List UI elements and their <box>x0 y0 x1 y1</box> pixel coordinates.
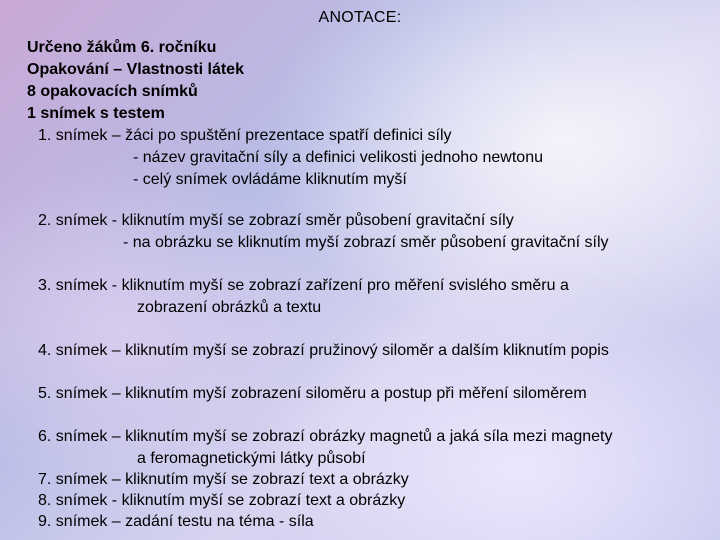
slide-count-line: 8 opakovacích snímků <box>27 83 198 100</box>
slide-6-line-2: a feromagnetickými látky působí <box>137 450 366 467</box>
slide-1-line-2: - název gravitační síly a definici velikosti jednoho newtonu <box>133 149 543 166</box>
grade-line: Určeno žákům 6. ročníku <box>27 39 217 56</box>
slide-1-line-1: 1. snímek – žáci po spuštění prezentace spatří definici síly <box>38 127 452 144</box>
page-title: ANOTACE: <box>318 9 402 26</box>
test-count-line: 1 snímek s testem <box>27 105 165 122</box>
topic-line: Opakování – Vlastnosti látek <box>27 61 244 78</box>
slide-7-line: 7. snímek – kliknutím myší se zobrazí text a obrázky <box>38 471 409 488</box>
slide-9-line: 9. snímek – zadání testu na téma - síla <box>38 513 314 530</box>
slide-3-line-2: zobrazení obrázků a textu <box>137 299 322 316</box>
slide-8-line: 8. snímek - kliknutím myší se zobrazí text a obrázky <box>38 492 406 509</box>
slide-2-line-2: - na obrázku se kliknutím myší zobrazí směr působení gravitační síly <box>123 234 609 251</box>
slide-1-line-3: - celý snímek ovládáme kliknutím myší <box>133 171 407 188</box>
slide-5-line: 5. snímek – kliknutím myší zobrazení siloměru a postup při měření siloměrem <box>38 385 587 402</box>
slide-2-line-1: 2. snímek - kliknutím myší se zobrazí směr působení gravitační síly <box>38 212 514 229</box>
slide-3-line-1: 3. snímek - kliknutím myší se zobrazí zařízení pro měření svislého směru a <box>38 277 569 294</box>
slide-4-line: 4. snímek – kliknutím myší se zobrazí pružinový siloměr a dalším kliknutím popis <box>38 342 609 359</box>
slide-6-line-1: 6. snímek – kliknutím myší se zobrazí obrázky magnetů a jaká síla mezi magnety <box>38 428 613 445</box>
